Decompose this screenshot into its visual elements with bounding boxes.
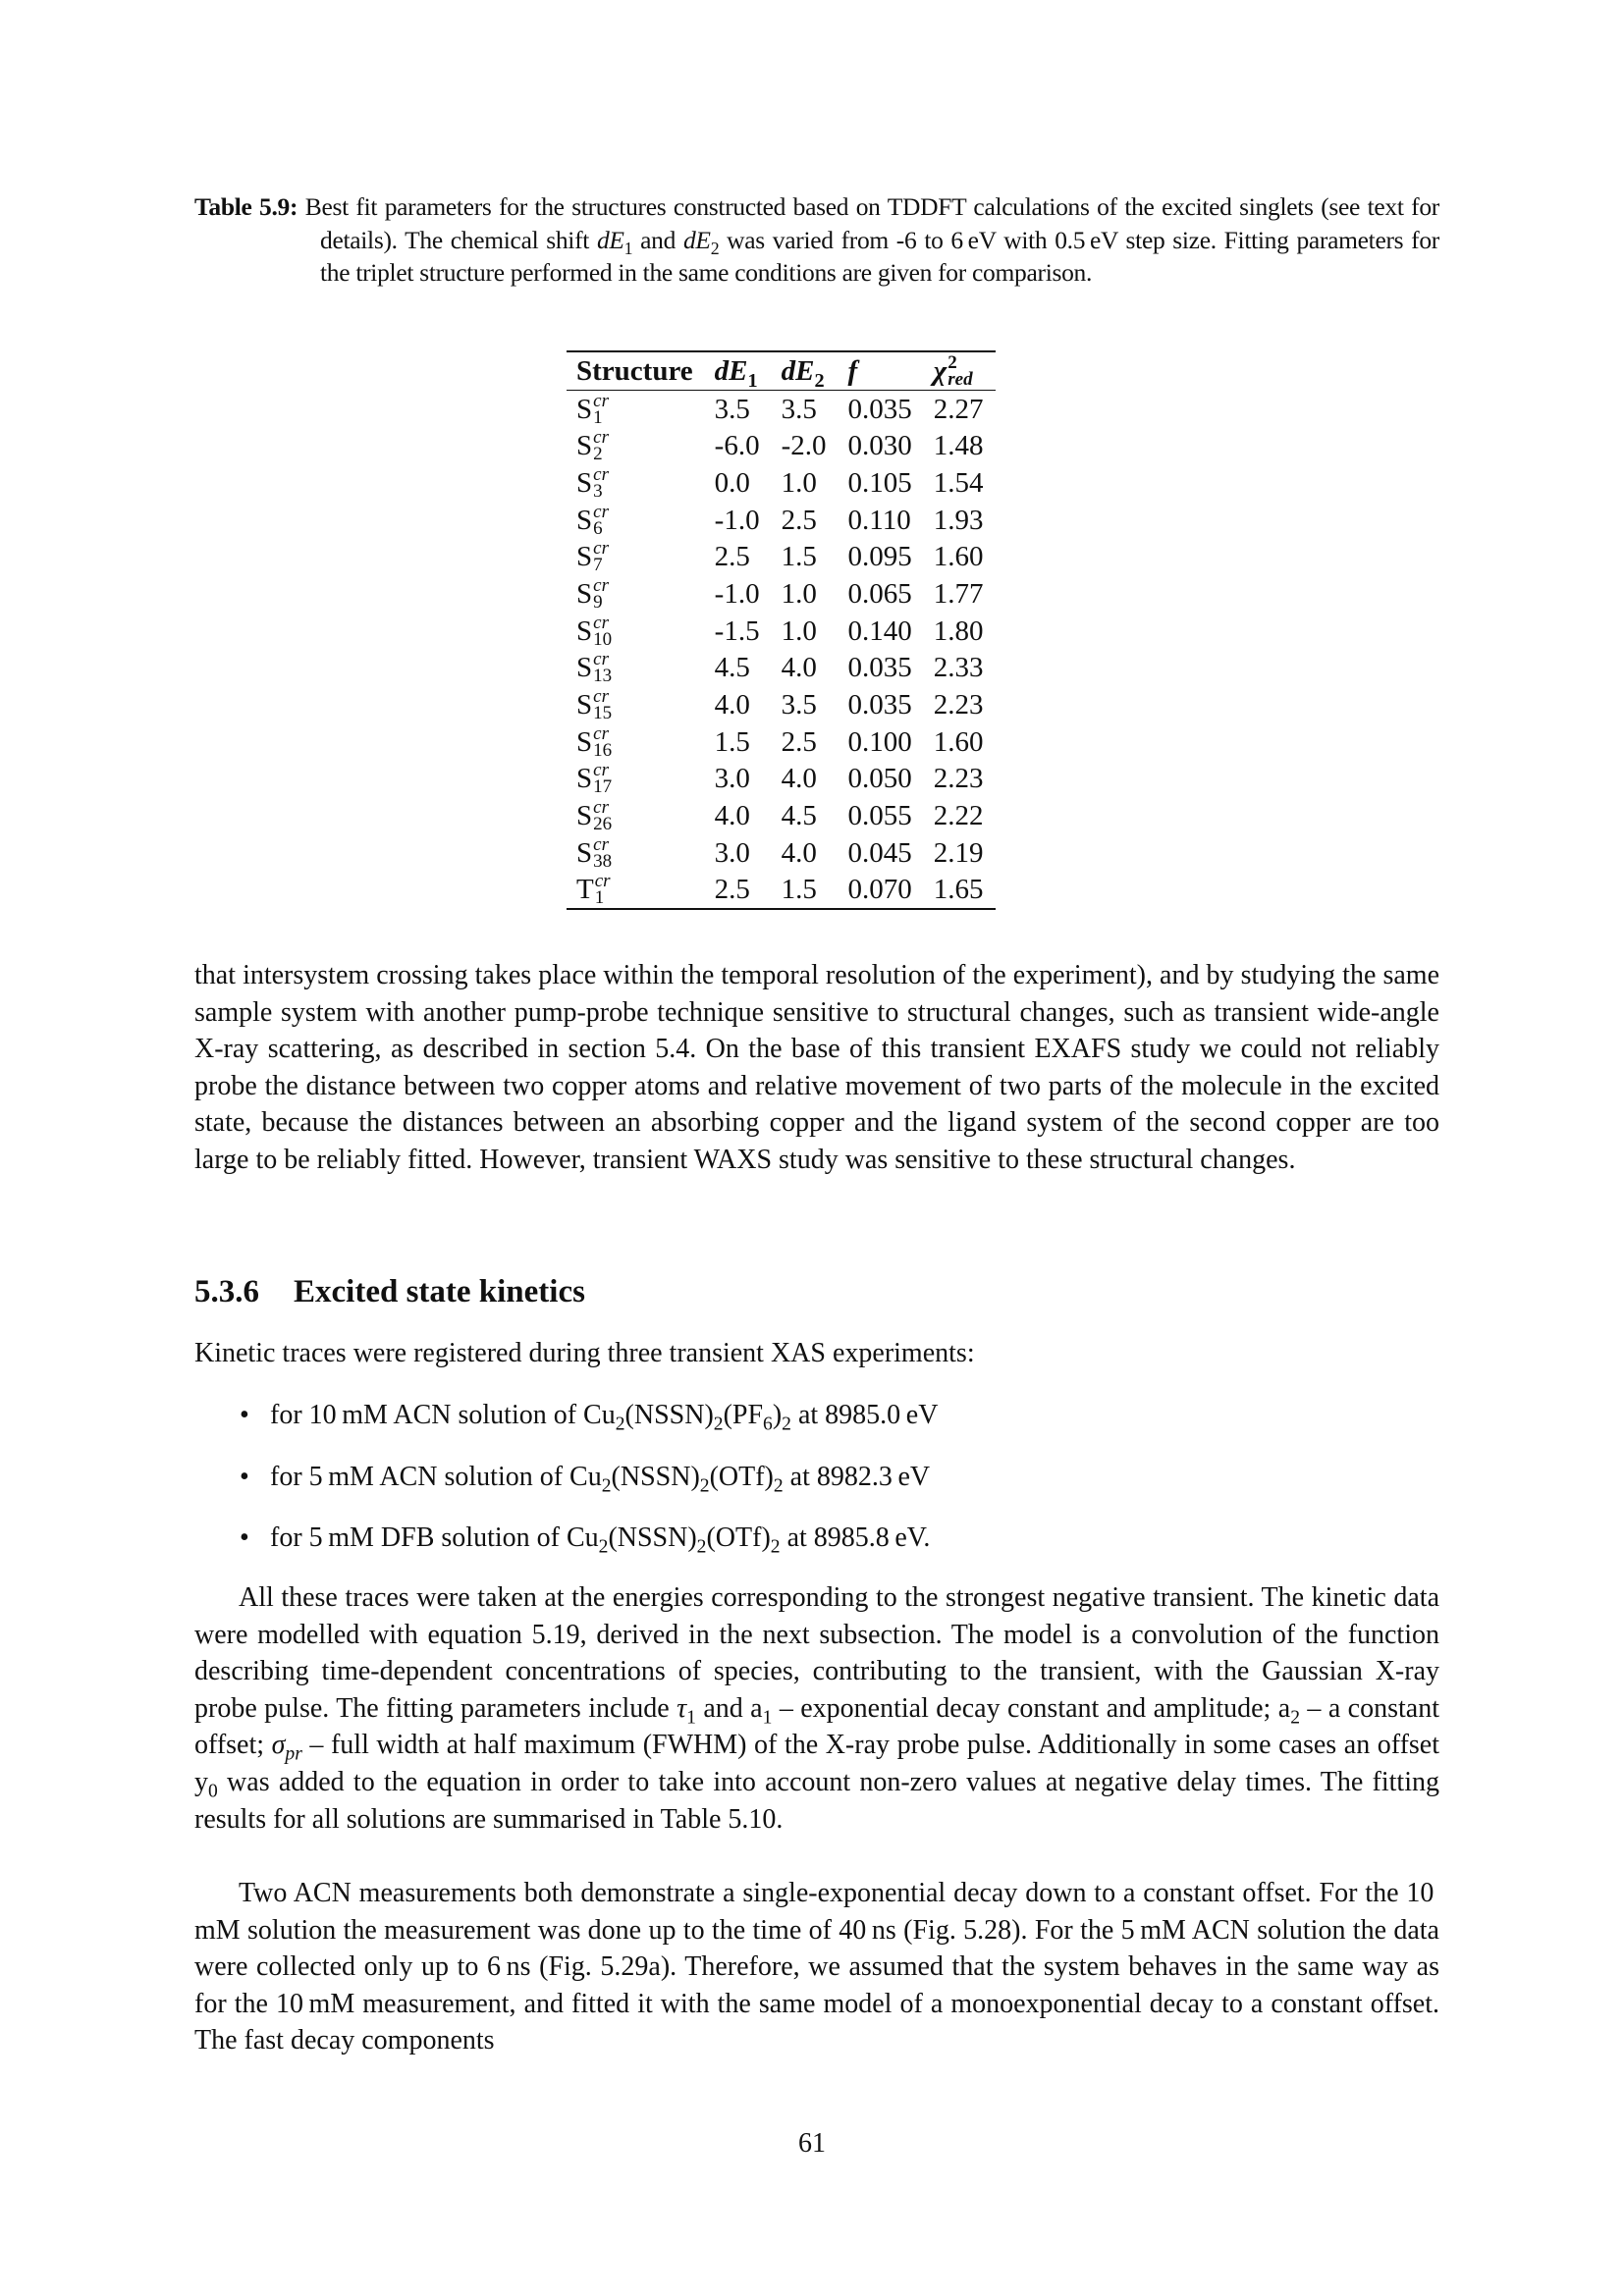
fit-parameters-table: [567, 350, 996, 910]
text-segment: 2: [598, 1536, 609, 1558]
de1-cell: 4.5: [714, 652, 750, 684]
f-cell: 0.030: [847, 430, 912, 462]
chi2-cell: 2.23: [933, 763, 984, 795]
table-row: [567, 723, 996, 761]
text-segment: 2: [773, 1475, 784, 1497]
de2-cell: 3.5: [781, 393, 817, 425]
bullet-icon: •: [240, 1522, 249, 1553]
text-segment: and a: [695, 1692, 763, 1724]
de2-cell: 1.0: [781, 614, 817, 647]
de2-cell: 1.5: [781, 874, 817, 906]
text-segment: pr: [285, 1743, 302, 1765]
chi2-cell: 2.19: [933, 836, 984, 869]
f-cell: 0.055: [847, 800, 912, 832]
de1-cell: 4.0: [714, 800, 750, 832]
text-segment: dE: [596, 225, 624, 254]
f-cell: 0.035: [847, 652, 912, 684]
table-row: [567, 464, 996, 502]
structure-cell: S cr 7: [576, 538, 609, 576]
f-cell: 0.070: [847, 874, 912, 906]
text-segment: 0: [208, 1781, 218, 1802]
de1-cell: -1.5: [714, 614, 760, 647]
table-row: [567, 650, 996, 687]
de1-cell: 3.5: [714, 393, 750, 425]
text-segment: All these traces were taken at the energies corresponding to the strongest negative transient. The kinetic data were modelled with equation 5.19, derived in the next subsection. The model is a convolution of the function describing time-dependent concentrations of species, contributing to the transient, with the Gaussian X-ray probe pulse. The fitting parameters include: [194, 1582, 1439, 1724]
structure-cell: S cr 17: [576, 760, 613, 798]
de2-cell: 1.0: [781, 466, 817, 499]
text-segment: (OTf): [709, 1461, 774, 1492]
f-cell: 0.140: [847, 614, 912, 647]
text-segment: 6: [763, 1414, 773, 1435]
de1-cell: 2.5: [714, 874, 750, 906]
paragraph-kinetic-intro: [194, 1335, 1439, 1372]
de1-cell: 0.0: [714, 466, 750, 499]
text-segment: at 8982.3 eV: [783, 1461, 931, 1492]
f-cell: 0.045: [847, 836, 912, 869]
table-row: [567, 575, 996, 613]
chi2-cell: 2.27: [933, 393, 984, 425]
text-segment: 2: [615, 1414, 625, 1435]
table-row: [567, 761, 996, 798]
de1-cell: -1.0: [714, 577, 760, 610]
list-item: [194, 1520, 1439, 1581]
text-segment: (NSSN): [624, 1400, 714, 1430]
bullet-icon: •: [240, 1461, 249, 1492]
structure-cell: S cr 38: [576, 833, 613, 872]
f-cell: 0.105: [847, 466, 912, 499]
text-segment: τ: [677, 1692, 687, 1724]
de1-cell: -6.0: [714, 430, 760, 462]
text-segment: – a constant offset;: [194, 1692, 1439, 1761]
f-cell: 0.065: [847, 577, 912, 610]
text-segment: at 8985.8 eV.: [780, 1522, 931, 1553]
chi2-cell: 1.65: [933, 874, 984, 906]
text-segment: 2: [782, 1414, 791, 1435]
paragraph-acn: [194, 1875, 1439, 2059]
text-segment: for 5 mM ACN solution of Cu: [270, 1461, 602, 1492]
de2-cell: 4.0: [781, 836, 817, 869]
text-segment: 1: [623, 238, 633, 258]
chi2-cell: 1.48: [933, 430, 984, 462]
chi2-cell: 1.60: [933, 541, 984, 573]
caption-label: Table 5.9:: [194, 192, 298, 221]
paragraph-model: [194, 1579, 1439, 1838]
text-segment: (OTf): [706, 1522, 771, 1553]
text-segment: (NSSN): [611, 1461, 700, 1492]
structure-cell: S cr 2: [576, 427, 609, 465]
text-segment: that intersystem crossing takes place within the temporal resolution of the experiment), and by studying the same sample system with another pump-probe technique sensitive to structural changes, such as transient wide-angle X-ray scattering, as described in section 5.4. On the base of this transient EXAFS study we could not reliably probe the distance between two copper atoms and relative movement of two parts of the molecule in the excited state, because the distances between an absorbing copper and the ligand system of the second copper are too large to be reliably fitted. However, transient WAXS study was sensitive to these structural changes.: [194, 960, 1439, 1175]
structure-cell: S cr 3: [576, 463, 609, 502]
text-segment: – full width at half maximum (FWHM) of the X-ray probe pulse. Additionally in some cases an offset y: [194, 1730, 1439, 1797]
page-number: 61: [798, 2128, 826, 2159]
structure-cell: S cr 26: [576, 797, 613, 835]
list-item: [194, 1459, 1439, 1521]
experiment-list: [194, 1397, 1439, 1581]
f-cell: 0.095: [847, 541, 912, 573]
list-item: [194, 1397, 1439, 1459]
f-cell: 0.035: [847, 393, 912, 425]
text-segment: 2: [601, 1475, 612, 1497]
structure-cell: S cr 6: [576, 501, 609, 539]
chi2-cell: 1.80: [933, 614, 984, 647]
text-segment: Two ACN measurements both demonstrate a single-exponential decay down to a constant offset. For the 10 mM solution the measurement was done up to the time of 40 ns (Fig. 5.28). For the 5 mM ACN solution the data were collected only up to 6 ns (Fig. 5.29a). Therefore, we assumed that the system behaves in the same way as for the 10 mM measurement, and fitted it with the same model of a monoexponential decay to a constant offset. The fast decay components: [194, 1878, 1439, 2056]
table-header-row: [567, 351, 996, 390]
structure-cell: S cr 10: [576, 612, 613, 650]
table-row: [567, 872, 996, 910]
paragraph-intersystem: [194, 957, 1439, 1179]
text-segment: 2: [1290, 1707, 1300, 1729]
de1-cell: 3.0: [714, 763, 750, 795]
chi2-cell: 1.77: [933, 577, 984, 610]
text-segment: Best fit parameters for the structures constructed based on TDDFT calculations of the excited singlets (see text for details). The chemical shift: [304, 192, 1439, 254]
header-chi2-red: χ 2 red: [933, 351, 973, 390]
f-cell: 0.035: [847, 689, 912, 721]
section-heading: 5.3.6 Excited state kinetics: [194, 1274, 585, 1309]
structure-cell: S cr 9: [576, 574, 609, 613]
header-de2: $dE_2$: [781, 354, 825, 392]
de2-cell: 3.5: [781, 689, 817, 721]
text-segment: was added to the equation in order to take into account non-zero values at negative delay times. The fitting results for all solutions are summarised in Table 5.10.: [194, 1766, 1439, 1835]
de2-cell: 1.5: [781, 541, 817, 573]
table-row: [567, 613, 996, 650]
text-segment: for 10 mM ACN solution of Cu: [270, 1400, 616, 1430]
table-row: [567, 427, 996, 464]
table-row: [567, 834, 996, 872]
text-segment: 2: [710, 238, 720, 258]
structure-cell: T cr 1: [576, 871, 611, 909]
text-segment: Kinetic traces were registered during three transient XAS experiments:: [194, 1338, 975, 1368]
de1-cell: -1.0: [714, 504, 760, 536]
de2-cell: 2.5: [781, 504, 817, 536]
f-cell: 0.110: [847, 504, 911, 536]
text-segment: for 5 mM DFB solution of Cu: [270, 1522, 599, 1553]
text-segment: 1: [762, 1707, 773, 1729]
table-row: [567, 686, 996, 723]
text-segment: at 8985.0 eV: [790, 1400, 939, 1430]
chi2-cell: 1.93: [933, 504, 984, 536]
text-segment: σ: [271, 1730, 286, 1761]
chi2-cell: 2.23: [933, 689, 984, 721]
de2-cell: 4.0: [781, 763, 817, 795]
structure-cell: S cr 15: [576, 686, 613, 724]
de2-cell: -2.0: [781, 430, 827, 462]
text-segment: 2: [770, 1536, 781, 1558]
header-structure: Structure: [576, 354, 693, 387]
text-segment: 2: [699, 1475, 710, 1497]
caption-text: [305, 192, 1439, 287]
f-cell: 0.100: [847, 725, 912, 758]
chi2-cell: 1.60: [933, 725, 984, 758]
chi2-cell: 2.22: [933, 800, 984, 832]
text-segment: (PF: [723, 1400, 764, 1430]
structure-cell: S cr 1: [576, 390, 609, 428]
text-segment: was varied from -6 to 6 eV with 0.5 eV step size. Fitting parameters for the triplet structure performed in the same conditions are given for comparison.: [320, 225, 1439, 287]
de2-cell: 4.0: [781, 652, 817, 684]
structure-cell: S cr 16: [576, 722, 613, 761]
header-f: f: [847, 354, 858, 387]
text-segment: and: [632, 225, 683, 254]
chi2-cell: 1.54: [933, 466, 984, 499]
de2-cell: 2.5: [781, 725, 817, 758]
chi2-cell: 2.33: [933, 652, 984, 684]
de1-cell: 4.0: [714, 689, 750, 721]
structure-cell: S cr 13: [576, 649, 613, 687]
table-row: [567, 797, 996, 834]
table-row: [567, 502, 996, 539]
text-segment: ): [772, 1400, 783, 1430]
text-segment: 2: [696, 1536, 707, 1558]
de1-cell: 1.5: [714, 725, 750, 758]
de1-cell: 3.0: [714, 836, 750, 869]
text-segment: dE: [682, 225, 711, 254]
table-row: [567, 538, 996, 575]
text-segment: – exponential decay constant and amplitude; a: [772, 1692, 1291, 1724]
de1-cell: 2.5: [714, 541, 750, 573]
text-segment: 2: [713, 1414, 724, 1435]
table-row: [567, 390, 996, 427]
text-segment: (NSSN): [608, 1522, 697, 1553]
text-segment: 1: [686, 1707, 696, 1729]
bullet-icon: •: [240, 1400, 249, 1430]
de2-cell: 4.5: [781, 800, 817, 832]
table-caption: [194, 190, 1439, 290]
f-cell: 0.050: [847, 763, 912, 795]
de2-cell: 1.0: [781, 577, 817, 610]
header-de1: $dE_1$: [714, 354, 758, 392]
